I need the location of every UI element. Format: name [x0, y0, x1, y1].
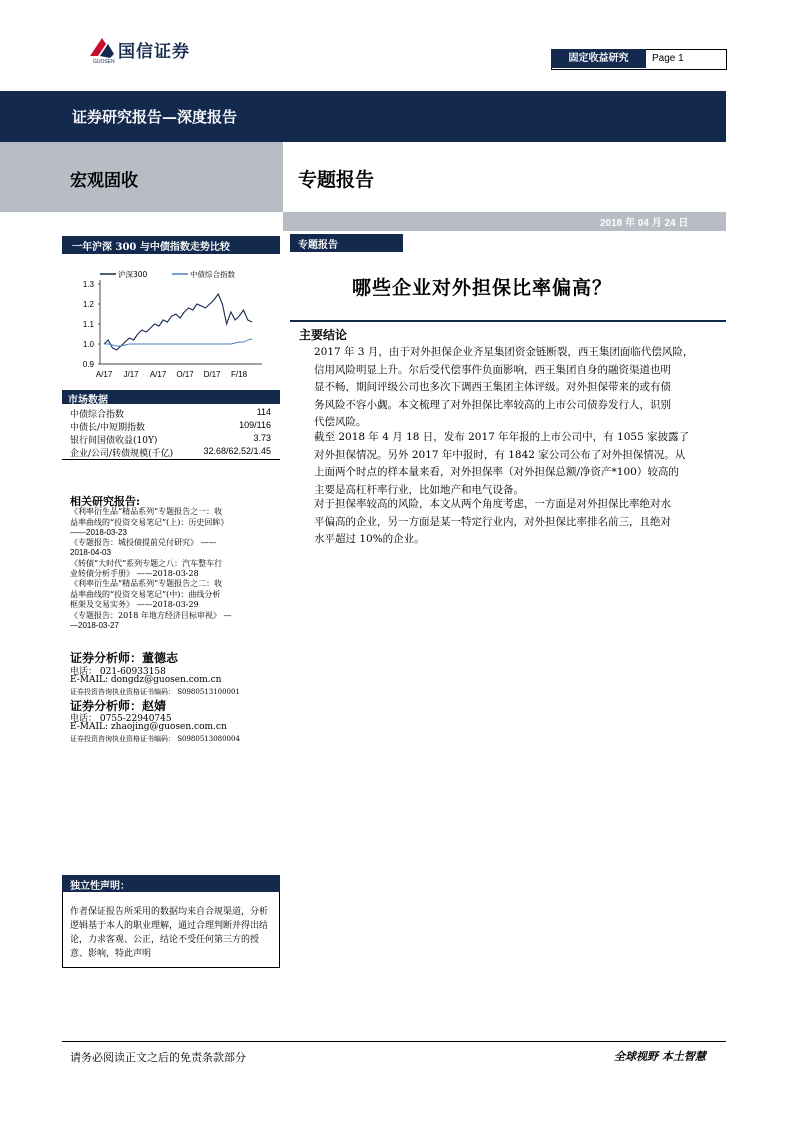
article-tag: 专题报告 — [298, 240, 338, 251]
chart-title: 一年沪深 300 与中债指数走势比较 — [72, 242, 230, 253]
paragraph-line: 截至 2018 年 4 月 18 日，发布 2017 年年报的上市公司中，有 1055 家披露了 — [314, 431, 690, 443]
y-tick-label: 1.0 — [82, 340, 94, 349]
paragraph-line: 信用风险明显上升。尔后受代偿事件负面影响，西王集团自身的融资渠道也明 — [314, 363, 671, 376]
article-headline: 哪些企业对外担保比率偏高？ — [352, 277, 613, 299]
market-row-value: 114 — [256, 407, 271, 417]
declaration-title: 独立性声明： — [70, 881, 130, 892]
report-category: 固定收益研究 — [551, 49, 646, 68]
paragraph-line: 对外担保情况。另外 2017 年中报时，有 1842 家公司公布了对外担保情况。从 — [314, 448, 686, 461]
headline-rule — [290, 320, 726, 322]
related-reports-title: 相关研究报告: — [70, 495, 141, 508]
x-tick-label: D/17 — [203, 370, 221, 379]
market-data-rule — [62, 459, 280, 460]
related-report-line: 框架及交易实务》 ——2018-03-29 — [70, 600, 199, 609]
market-row-label: 银行间国债收益(10Y) — [70, 436, 158, 446]
article-paragraph — [314, 429, 726, 499]
related-report-line: 2018-04-03 — [70, 548, 111, 557]
y-tick-label: 1.2 — [82, 300, 94, 309]
related-report-line: —2018-03-27 — [70, 621, 119, 630]
market-row-label: 中债长/中短期指数 — [70, 423, 146, 433]
analyst-phone: 电话： 0755-22940745 — [70, 714, 172, 724]
market-row-value: 32.68/62.52/1.45 — [203, 446, 271, 456]
y-tick-label: 0.9 — [82, 360, 94, 369]
article-paragraph — [314, 344, 726, 432]
related-report-line: ——2018-03-23 — [70, 528, 127, 537]
y-tick-label: 1.3 — [82, 280, 94, 289]
legend-bond: 中债综合指数 — [190, 270, 235, 279]
paragraph-line: 代偿风险。 — [314, 416, 367, 428]
sector-title: 宏观固收 — [70, 171, 138, 191]
paragraph-line: 平偏高的企业，另一方面是某一特定行业内，对外担保比率排名前三，且绝对 — [314, 515, 671, 528]
x-tick-label: A/17 — [95, 370, 113, 379]
section-title: 主要结论 — [299, 328, 348, 342]
market-row-value: 109/116 — [239, 420, 271, 430]
footer-rule — [62, 1041, 726, 1042]
brand-name: 国信证券 — [118, 42, 190, 62]
legend-hs300: 沪深300 — [118, 270, 148, 279]
market-data-title: 市场数据 — [68, 395, 108, 406]
related-report-line: 《利率衍生品“精品系列”专题报告之二：收 — [70, 579, 223, 588]
paragraph-line: 水平超过 10%的企业。 — [314, 533, 425, 545]
sector-band — [0, 142, 283, 212]
paragraph-line: 显不畅，期间评级公司也多次下调西王集团主体评级。对外担保带来的或有债 — [314, 381, 671, 393]
related-report-line: 《专题报告：2018 年地方经济目标审视》 — — [70, 611, 232, 620]
report-band-title: 证券研究报告—深度报告 — [72, 108, 238, 126]
article-paragraph — [314, 496, 726, 549]
brand-en: GUOSEN — [93, 59, 115, 65]
paragraph-line: 对于担保率较高的风险，本文从两个角度考虑，一方面是对外担保比率绝对水 — [314, 498, 671, 510]
related-report-line: 益率曲线的“投资交易笔记”(上)：历史回眸》 — [70, 518, 229, 527]
page-number: Page 1 — [652, 53, 684, 64]
analyst-license: 证券投资咨询执业资格证书编码： S0980513100001 — [70, 688, 240, 696]
footer-slogan: 全球视野 本土智慧 — [614, 1050, 706, 1063]
paragraph-line: 2017 年 3 月，由于对外担保企业齐星集团资金链断裂，西王集团面临代偿风险， — [314, 346, 694, 358]
related-report-line: 业转债分析手册》 ——2018-03-28 — [70, 569, 199, 578]
analyst-email[interactable]: E-MAIL: dongdz@guosen.com.cn — [70, 675, 222, 685]
related-report-line: 《专题报告：城投债提前兑付研究》 —— — [70, 538, 217, 547]
y-tick-label: 1.1 — [82, 320, 94, 329]
related-report-line: 益率曲线的“投资交易笔记”(中)：曲线分析 — [70, 590, 221, 599]
x-tick-label: A/17 — [149, 370, 167, 379]
x-tick-label: J/17 — [123, 370, 139, 379]
analyst-email[interactable]: E-MAIL: zhaojing@guosen.com.cn — [70, 722, 227, 732]
market-row-label: 中债综合指数 — [70, 410, 125, 420]
related-report-line: 《利率衍生品“精品系列”专题报告之一：收 — [70, 507, 223, 516]
declaration-text: 作者保证报告所采用的数据均来自合规渠道，分析逻辑基于本人的职业理解，通过合理判断并得出结论，力求客观、公正，结论不受任何第三方的授意、影响，特此声明 — [70, 907, 269, 959]
paragraph-line: 主要是高杠杆率行业，比如地产和电气设备。 — [314, 483, 524, 496]
market-row-value: 3.73 — [253, 433, 271, 443]
analyst-phone: 电话： 021-60933158 — [70, 667, 166, 677]
related-report-line: 《转债“大时代”系列专题之八：汽车整车行 — [70, 559, 223, 568]
paragraph-line: 上面两个时点的样本量来看，对外担保率（对外担保总额/净资产*100）较高的 — [314, 466, 679, 478]
x-tick-label: O/17 — [176, 370, 194, 379]
index-comparison-chart — [62, 258, 280, 386]
market-row-label: 企业/公司/转债规模(千亿) — [70, 449, 174, 459]
series-line-bond-index — [104, 339, 252, 346]
series-line-hs300 — [104, 294, 252, 350]
report-date: 2018 年 04 月 24 日 — [600, 218, 689, 229]
paragraph-line: 务风险不容小觑。本文梳理了对外担保比率较高的上市公司债券发行人，识别 — [314, 398, 671, 411]
analyst-title: 证券分析师：赵婧 — [70, 699, 167, 713]
x-tick-label: F/18 — [231, 370, 248, 379]
analyst-title: 证券分析师：董德志 — [70, 651, 179, 665]
report-type-title: 专题报告 — [298, 169, 375, 191]
footer-disclaimer[interactable]: 请务必阅读正文之后的免责条款部分 — [70, 1051, 246, 1064]
analyst-license: 证券投资咨询执业资格证书编码： S0980513080004 — [70, 735, 240, 743]
